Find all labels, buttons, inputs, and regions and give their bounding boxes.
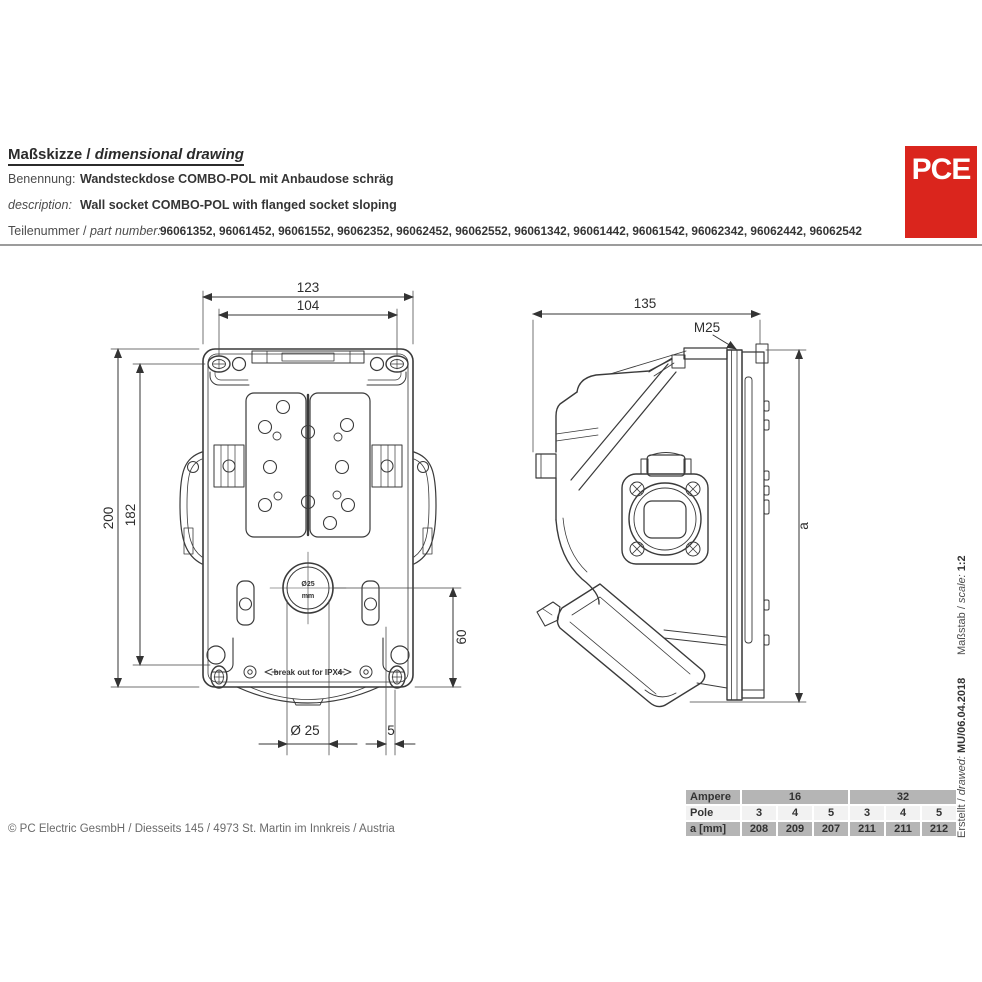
front-center-plates <box>246 393 370 537</box>
dim-123: 123 <box>296 280 320 295</box>
part-number-label: Teilenummer / part number: <box>8 224 161 238</box>
title-en: dimensional drawing <box>94 146 244 163</box>
side-view <box>536 344 769 707</box>
pole-value: 3 <box>850 806 884 820</box>
name-value: Wandsteckdose COMBO-POL mit Anbaudose schräg <box>80 172 394 186</box>
pole-label: Pole <box>686 806 740 820</box>
side-body-outline <box>536 359 676 604</box>
created-value: MU/06.04.2018 <box>956 677 968 757</box>
name-label: Benennung: <box>8 172 76 186</box>
created-note: Erstellt / drawed: MU/06.04.2018 <box>956 677 968 838</box>
pole-value: 3 <box>742 806 776 820</box>
dim-5: 5 <box>387 723 395 738</box>
pole-value: 5 <box>922 806 956 820</box>
breakout-note-text: break out for IPX4 <box>273 668 343 677</box>
a-mm-value: 212 <box>922 822 956 836</box>
dim-d25: Ø 25 <box>290 723 320 738</box>
side-flanged-socket <box>622 453 708 565</box>
dim-a: a <box>796 522 811 530</box>
ampere-label: Ampere <box>686 790 740 804</box>
pole-value: 5 <box>814 806 848 820</box>
scale-note: Maßstab / scale: 1:2 <box>956 555 968 655</box>
description-value: Wall socket COMBO-POL with flanged socket sloping <box>80 198 397 212</box>
title-de: Maßskizze <box>8 146 83 163</box>
front-bottom-ears <box>207 638 409 688</box>
a-mm-value: 211 <box>886 822 920 836</box>
front-breakout-note <box>265 668 351 677</box>
side-wall-plate <box>727 344 769 700</box>
spec-table <box>684 788 958 838</box>
dim-60: 60 <box>454 629 469 645</box>
dim-200: 200 <box>101 506 116 530</box>
description-label: description: <box>8 198 72 212</box>
spec-table-a-row <box>686 822 956 836</box>
knockout-label-2: mm <box>301 593 315 600</box>
a-mm-value: 209 <box>778 822 812 836</box>
dim-104: 104 <box>296 298 320 313</box>
a-mm-label: a [mm] <box>686 822 740 836</box>
a-mm-value: 207 <box>814 822 848 836</box>
pce-logo-text: PCE <box>911 153 971 186</box>
side-sloping-socket <box>537 584 727 707</box>
dim-135: 135 <box>633 296 657 311</box>
knockout-label-1: Ø25 <box>301 581 315 588</box>
a-mm-value: 211 <box>850 822 884 836</box>
part-numbers: 96061352, 96061452, 96061552, 96062352, 96062452, 96062552, 96061342, 96061442, 96061542, 96062342, 96062442, 96062542 <box>160 224 862 238</box>
a-mm-value: 208 <box>742 822 776 836</box>
ampere-16: 16 <box>742 790 848 804</box>
ampere-32: 32 <box>850 790 956 804</box>
gland-label-m25: M25 <box>693 320 721 335</box>
copyright-line: © PC Electric GesmbH / Diesseits 145 / 4973 St. Martin im Innkreis / Austria <box>8 823 395 835</box>
scale-value: 1:2 <box>956 555 968 575</box>
spec-table-pole-row <box>686 806 956 820</box>
spec-table-ampere-row <box>686 790 956 804</box>
front-top-ears <box>208 356 408 385</box>
page-title: Maßskizze / dimensional drawing <box>8 146 244 166</box>
pole-value: 4 <box>886 806 920 820</box>
front-view <box>180 349 436 705</box>
dim-182: 182 <box>123 503 138 527</box>
pole-value: 4 <box>778 806 812 820</box>
side-cable-gland <box>610 348 727 376</box>
